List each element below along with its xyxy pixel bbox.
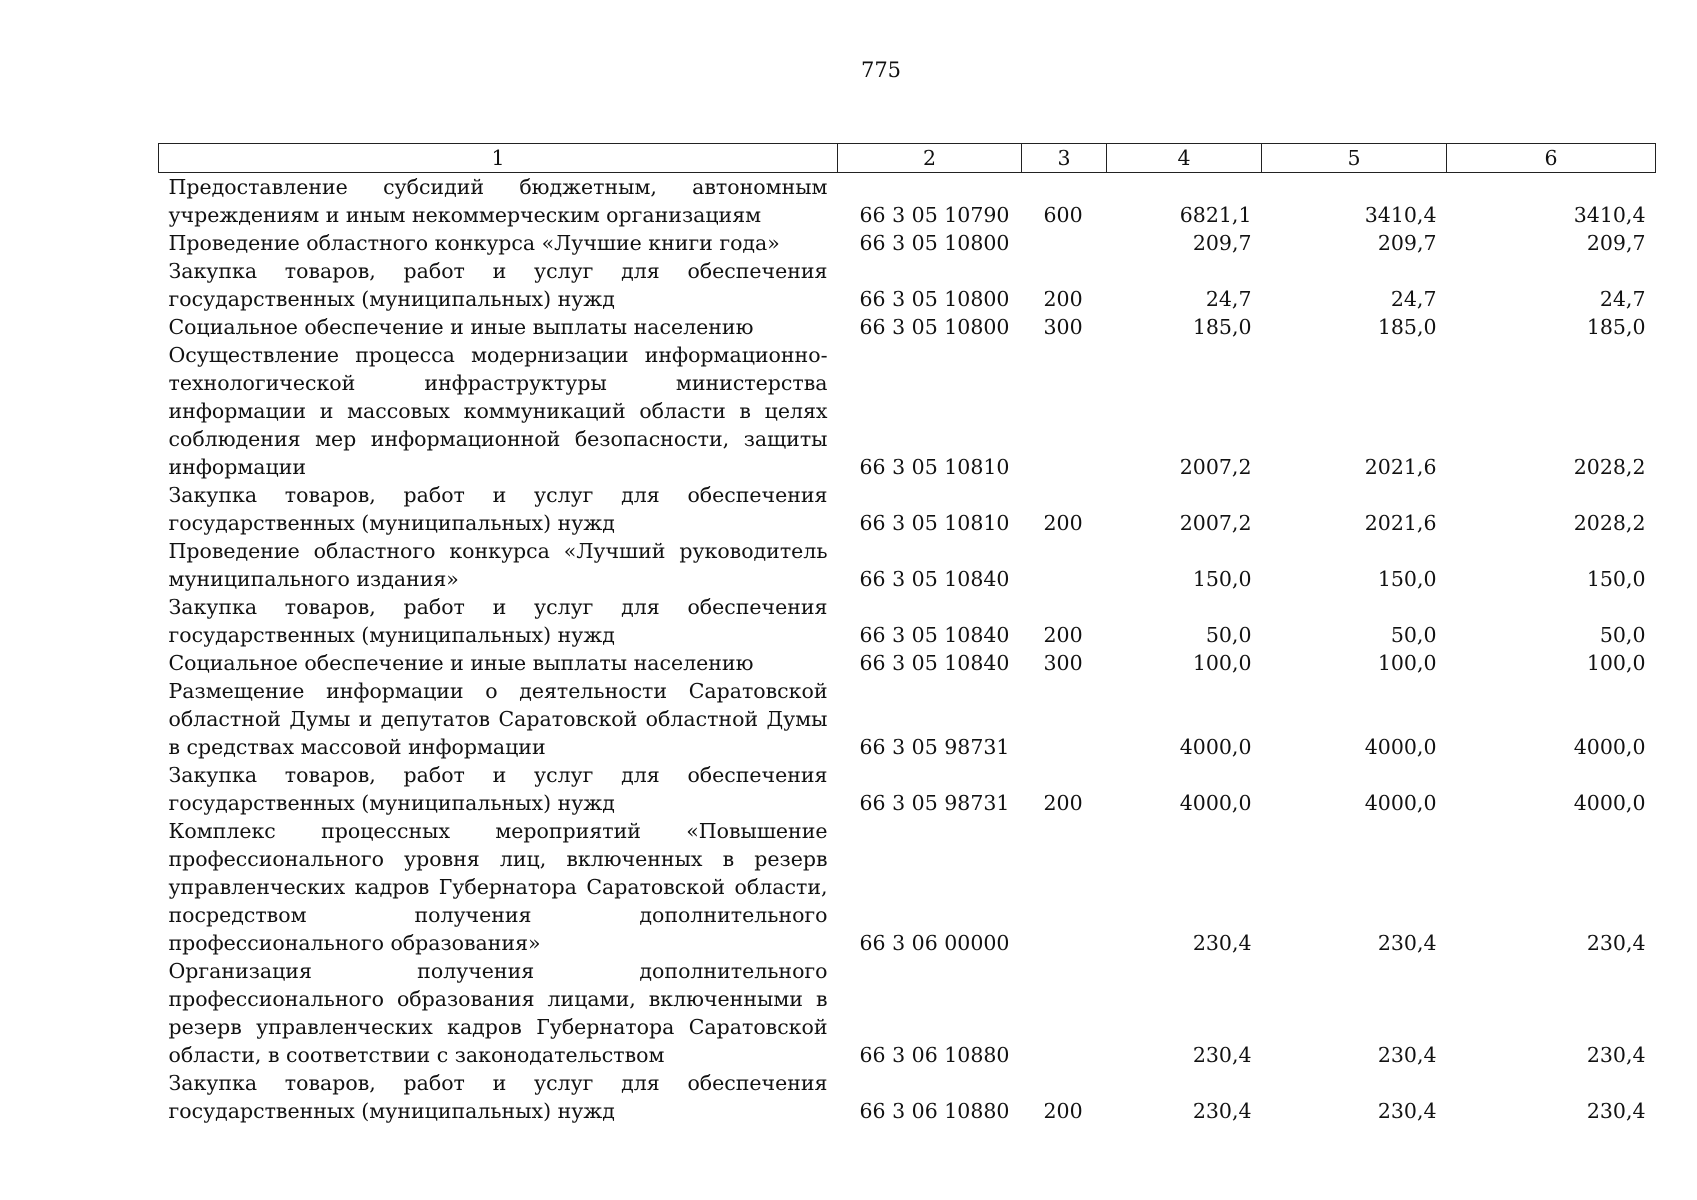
row-description: Размещение информации о деятельности Саратовской областной Думы и депутатов Саратовской областной Думы в средствах массовой информации [168,679,828,759]
row-description: Социальное обеспечение и иные выплаты населению [168,651,754,675]
row-value-col5: 2021,6 [1364,511,1437,535]
row-value-col6: 50,0 [1599,623,1646,647]
row-description: Закупка товаров, работ и услуг для обеспечения государственных (муниципальных) нужд [168,483,828,535]
row-value-col6: 2028,2 [1573,455,1646,479]
row-target-code: 66 3 05 10840 [859,651,1010,675]
row-target-code: 66 3 05 10810 [859,511,1010,535]
row-expense-type [1022,817,1107,957]
row-value-col5: 2021,6 [1364,455,1437,479]
row-value-col5: 209,7 [1377,231,1437,255]
row-value-col5: 185,0 [1377,315,1437,339]
table-row [159,649,1656,677]
table-body [159,173,1656,1126]
row-expense-type: 200 [1043,791,1083,815]
row-value-col5: 3410,4 [1364,203,1437,227]
row-value-col5: 230,4 [1377,1099,1437,1123]
column-header-4: 4 [1107,144,1262,173]
table-row [159,481,1656,537]
row-description: Осуществление процесса модернизации информационно-технологической инфраструктуры министерства информации и массовых коммуникаций области в целях соблюдения мер информационной безопасности, защиты информации [168,343,828,479]
table-header [159,144,1656,173]
row-value-col5: 4000,0 [1364,791,1437,815]
row-expense-type [1022,229,1107,257]
row-value-col4: 50,0 [1205,623,1252,647]
row-description: Проведение областного конкурса «Лучший руководитель муниципального издания» [168,539,828,591]
row-description: Предоставление субсидий бюджетным, автономным учреждениям и иным некоммерческим организациям [168,175,828,227]
row-value-col6: 150,0 [1586,567,1646,591]
row-target-code: 66 3 05 10800 [859,231,1010,255]
row-expense-type: 200 [1043,623,1083,647]
row-target-code: 66 3 06 10880 [859,1099,1010,1123]
row-value-col4: 230,4 [1192,1043,1252,1067]
row-value-col6: 3410,4 [1573,203,1646,227]
row-value-col5: 50,0 [1390,623,1437,647]
row-value-col6: 209,7 [1586,231,1646,255]
row-value-col4: 230,4 [1192,931,1252,955]
table-row [159,313,1656,341]
row-target-code: 66 3 05 10800 [859,315,1010,339]
row-target-code: 66 3 05 10840 [859,623,1010,647]
row-expense-type: 300 [1043,315,1083,339]
row-value-col6: 4000,0 [1573,791,1646,815]
row-description: Закупка товаров, работ и услуг для обеспечения государственных (муниципальных) нужд [168,1071,828,1123]
row-target-code: 66 3 05 10810 [859,455,1010,479]
row-value-col4: 100,0 [1192,651,1252,675]
row-target-code: 66 3 05 98731 [859,735,1010,759]
row-target-code: 66 3 06 00000 [859,931,1010,955]
row-description: Проведение областного конкурса «Лучшие книги года» [168,231,780,255]
table-row [159,761,1656,817]
row-expense-type: 600 [1043,203,1083,227]
row-value-col6: 185,0 [1586,315,1646,339]
row-target-code: 66 3 05 10790 [859,203,1010,227]
row-expense-type: 300 [1043,651,1083,675]
table-row [159,677,1656,761]
row-target-code: 66 3 05 98731 [859,791,1010,815]
row-value-col6: 24,7 [1599,287,1646,311]
table-row [159,173,1656,230]
row-value-col4: 185,0 [1192,315,1252,339]
table-row [159,957,1656,1069]
row-description: Закупка товаров, работ и услуг для обеспечения государственных (муниципальных) нужд [168,763,828,815]
column-header-1: 1 [159,144,838,173]
column-header-5: 5 [1262,144,1447,173]
budget-table [158,143,1656,1125]
row-value-col4: 2007,2 [1179,455,1252,479]
row-value-col4: 2007,2 [1179,511,1252,535]
row-expense-type: 200 [1043,511,1083,535]
row-value-col4: 4000,0 [1179,735,1252,759]
row-target-code: 66 3 05 10800 [859,287,1010,311]
header-row [159,144,1656,173]
row-value-col6: 230,4 [1586,931,1646,955]
row-value-col5: 24,7 [1390,287,1437,311]
row-description: Организация получения дополнительного профессионального образования лицами, включенными в резерв управленческих кадров Губернатора Саратовской области, в соответствии с законодательством [168,959,828,1067]
table-row [159,1069,1656,1125]
row-value-col5: 4000,0 [1364,735,1437,759]
table-row [159,593,1656,649]
row-value-col6: 4000,0 [1573,735,1646,759]
row-value-col5: 150,0 [1377,567,1437,591]
row-expense-type: 200 [1043,287,1083,311]
row-target-code: 66 3 06 10880 [859,1043,1010,1067]
row-value-col6: 230,4 [1586,1043,1646,1067]
row-expense-type [1022,957,1107,1069]
row-value-col4: 6821,1 [1179,203,1252,227]
row-expense-type [1022,537,1107,593]
table-row [159,229,1656,257]
row-value-col5: 230,4 [1377,1043,1437,1067]
row-expense-type [1022,341,1107,481]
row-value-col4: 209,7 [1192,231,1252,255]
table-row [159,257,1656,313]
row-expense-type: 200 [1043,1099,1083,1123]
table-row [159,341,1656,481]
table-row [159,537,1656,593]
row-value-col4: 150,0 [1192,567,1252,591]
column-header-6: 6 [1447,144,1656,173]
row-value-col4: 4000,0 [1179,791,1252,815]
table-row [159,817,1656,957]
column-header-2: 2 [838,144,1022,173]
row-value-col6: 2028,2 [1573,511,1646,535]
row-value-col5: 230,4 [1377,931,1437,955]
row-target-code: 66 3 05 10840 [859,567,1010,591]
column-header-3: 3 [1022,144,1107,173]
row-value-col4: 230,4 [1192,1099,1252,1123]
row-value-col6: 100,0 [1586,651,1646,675]
row-description: Социальное обеспечение и иные выплаты населению [168,315,754,339]
row-expense-type [1022,677,1107,761]
page-number: 775 [860,58,902,82]
row-value-col4: 24,7 [1205,287,1252,311]
row-description: Закупка товаров, работ и услуг для обеспечения государственных (муниципальных) нужд [168,595,828,647]
row-value-col5: 100,0 [1377,651,1437,675]
row-value-col6: 230,4 [1586,1099,1646,1123]
row-description: Закупка товаров, работ и услуг для обеспечения государственных (муниципальных) нужд [168,259,828,311]
row-description: Комплекс процессных мероприятий «Повышение профессионального уровня лиц, включенных в резерв управленческих кадров Губернатора Саратовской области, посредством получения дополнительного профессионального образования» [168,819,828,955]
